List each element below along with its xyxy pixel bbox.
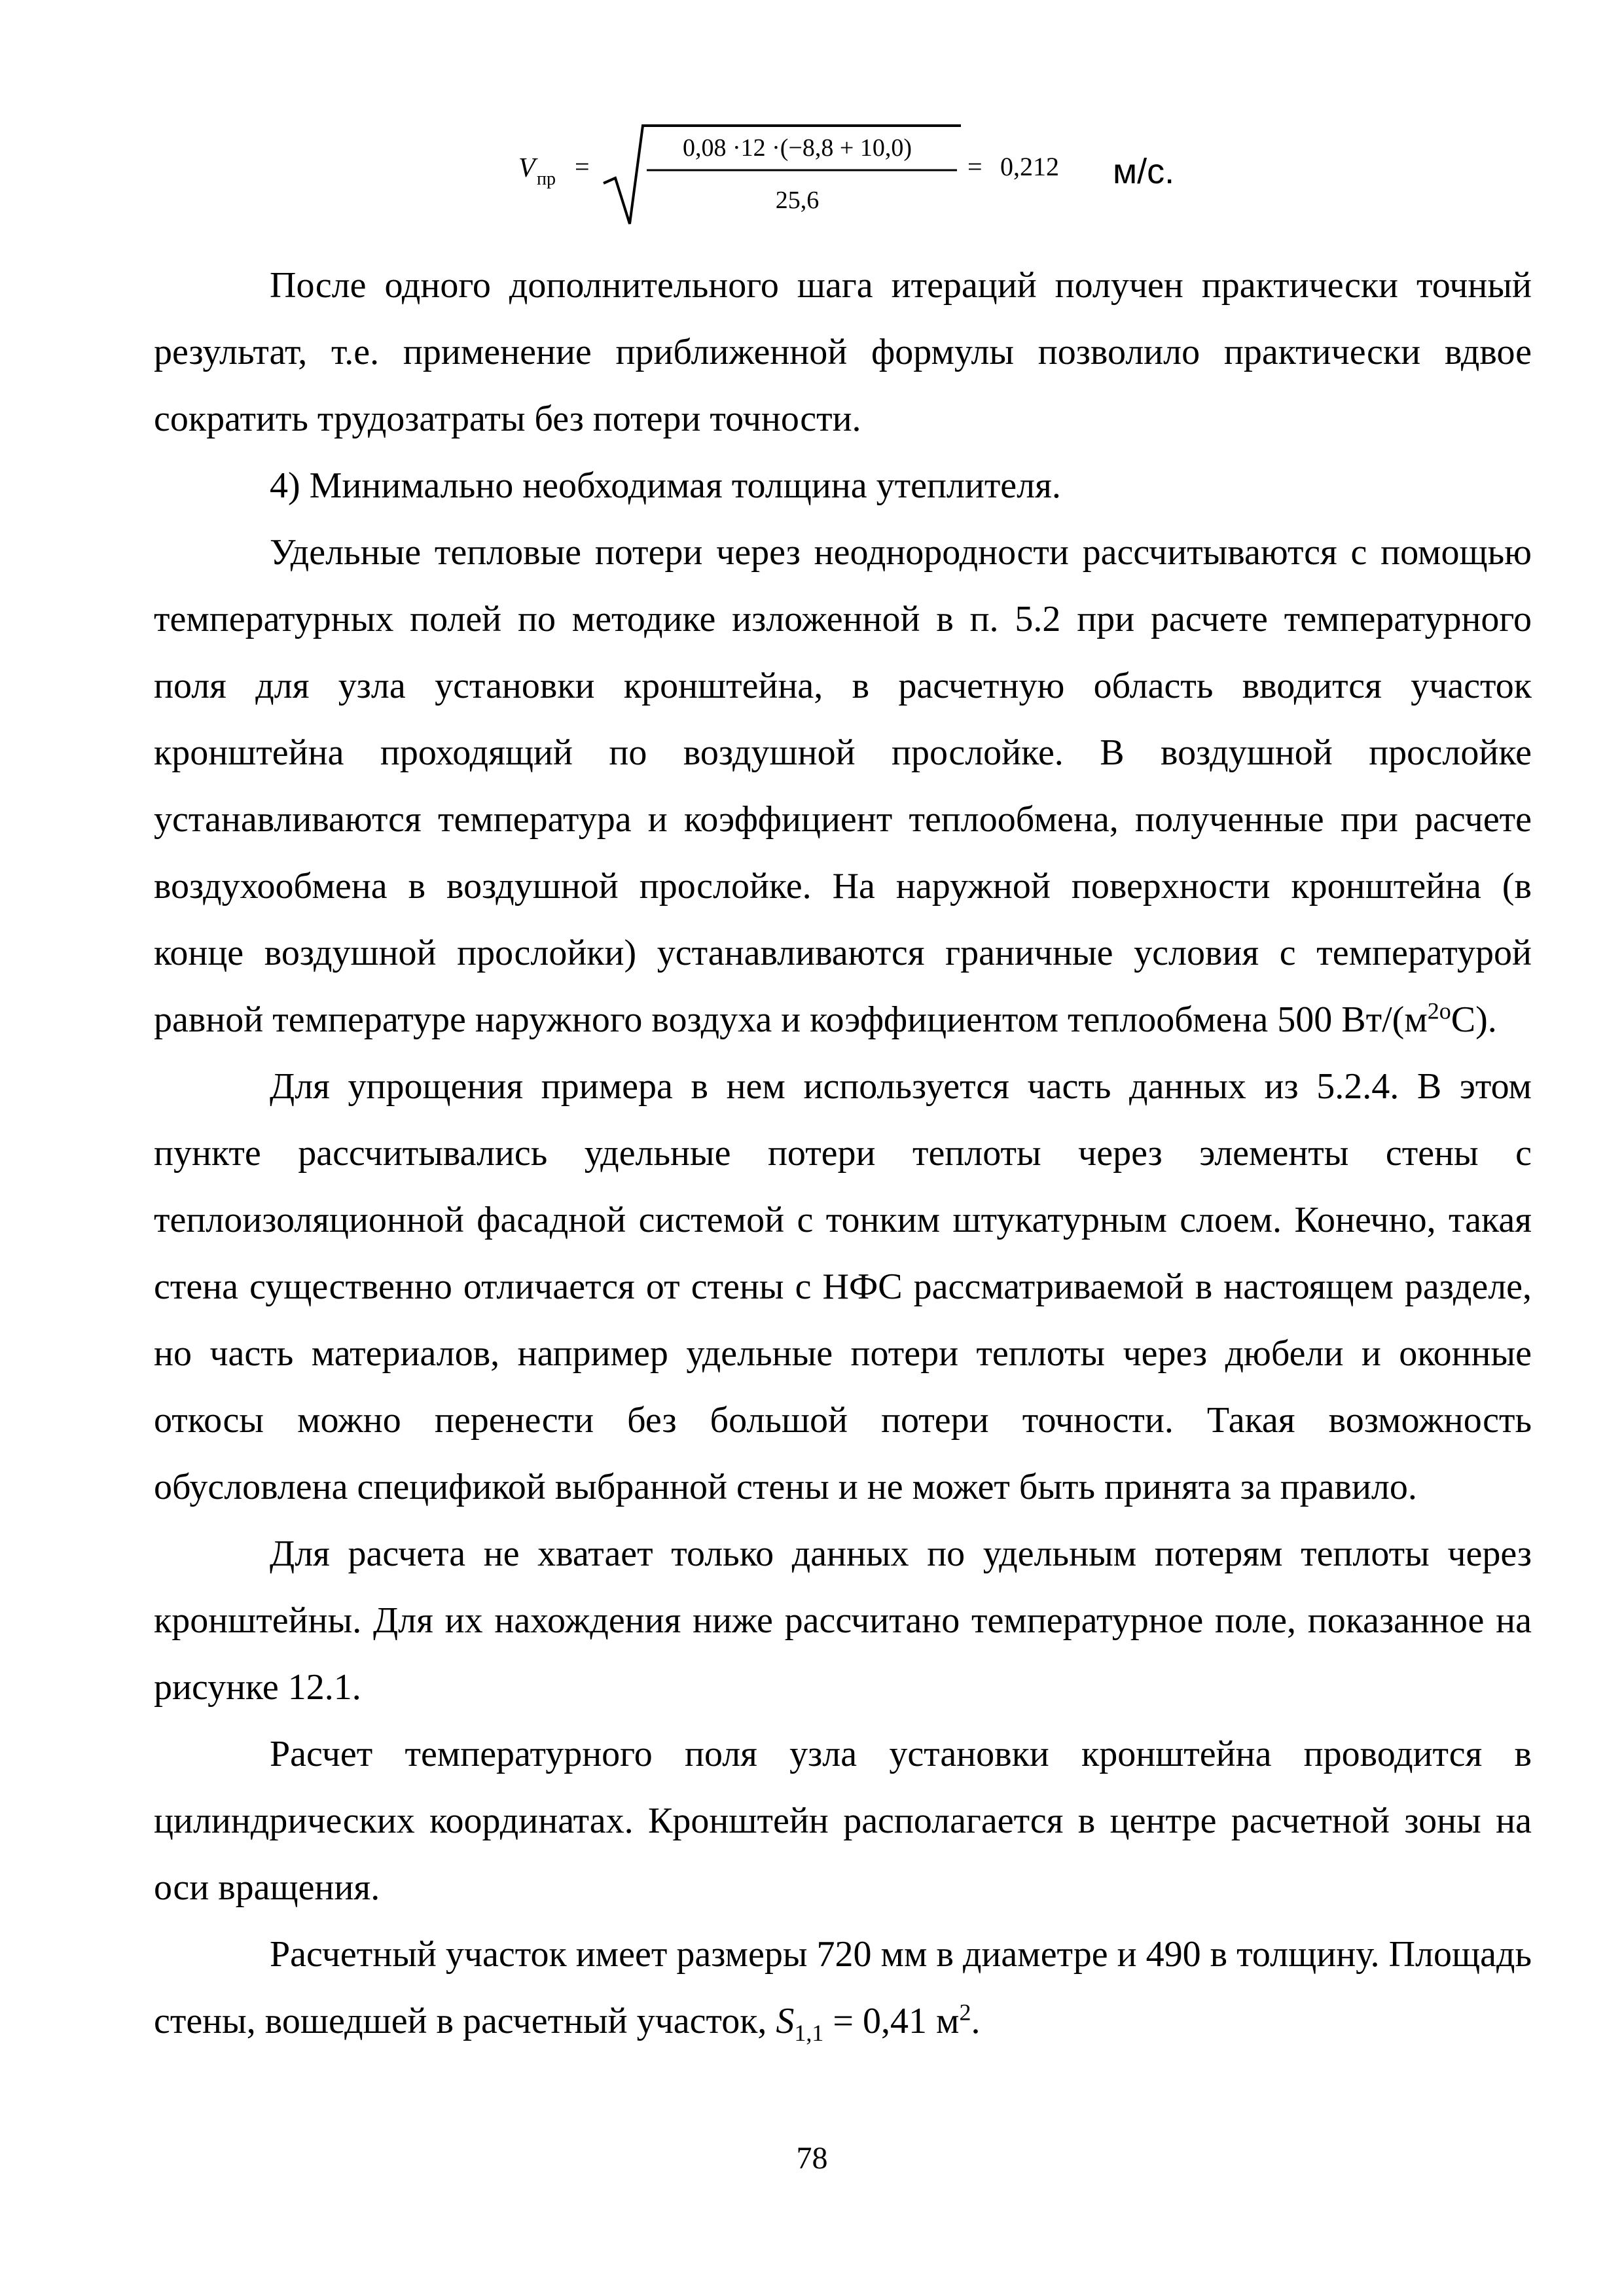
formula-denominator: 25,6 [775, 187, 820, 214]
paragraph-heat-losses [154, 519, 1532, 1053]
paragraph-insulation-heading: 4) Минимально необходимая толщина утеплителя. [270, 465, 1061, 506]
paragraph-calculation-area-text: Расчетный участок имеет размеры 720 мм в диаметре и 490 в толщину. Площадь стены, вошедшей в расчетный участок, [154, 1934, 1532, 2041]
formula-result-equals: = [967, 152, 983, 181]
formula-numerator: 0,08 ·12 ·(−8,8 + 10,0) [683, 134, 912, 162]
formula-unit: м/с. [1113, 152, 1175, 191]
paragraph-cylindrical-coordinates: Расчет температурного поля узла установки кронштейна проводится в цилиндрических координатах. Кронштейн располагается в центре расчетной зоны на оси вращения. [154, 1734, 1532, 1908]
body-text [154, 252, 1532, 2054]
paragraph-example-simplification: Для упрощения примера в нем используется часть данных из 5.2.4. В этом пункте рассчитывались удельные потери теплоты через элементы стены с теплоизоляционной фасадной системой с тонким штукатурным слоем. Конечно, такая стена существенно отличается от стены с НФС рассматриваемой в настоящем разделе, но часть материалов, например удельные потери теплоты через дюбели и оконные откосы можно перенести без большой потери точности. Такая возможность обусловлена спецификой выбранной стены и не может быть принята за правило. [154, 1066, 1532, 1507]
paragraph-heat-losses-end: С). [1451, 999, 1497, 1040]
formula-variable-subscript: пр [537, 169, 556, 189]
area-variable-subscript: 1,1 [794, 2020, 824, 2047]
area-value: = 0,41 м [823, 2001, 960, 2041]
formula-result: 0,212 [1000, 152, 1059, 181]
formula-variable: V [518, 153, 535, 183]
area-variable: S [776, 2001, 795, 2041]
paragraph-iteration-result: После одного дополнительного шага итераций получен практически точный результат, т.е. применение приближенной формулы позволило практически вдвое сократить трудозатраты без потери точности. [154, 265, 1532, 439]
unit-superscript: 2о [1427, 997, 1451, 1024]
paragraph-missing-data: Для расчета не хватает только данных по удельным потерям теплоты через кронштейны. Для их нахождения ниже рассчитано температурное поле, показанное на рисунке 12.1. [154, 1534, 1532, 1708]
paragraph-heat-losses-text: Удельные тепловые потери через неоднородности рассчитываются с помощью температурных полей по методике изложенной в п. 5.2 при расчете температурного поля для узла установки кронштейна, в расчетную область вводится участок кронштейна проходящий по воздушной прослойке. В воздушной прослойке устанавливаются температура и коэффициент теплообмена, полученные при расчете воздухообмена в воздушной прослойке. На наружной поверхности кронштейна (в конце воздушной прослойки) устанавливаются граничные условия с температурой равной температуре наружного воздуха и коэффициентом теплообмена 500 Вт/(м [154, 532, 1532, 1040]
formula-equals: = [575, 152, 590, 181]
area-end: . [971, 2001, 981, 2041]
paragraph-calculation-area [154, 1921, 1532, 2054]
page-number: 78 [796, 2141, 828, 2176]
area-unit-superscript: 2 [959, 1999, 971, 2026]
velocity-formula [0, 111, 1624, 242]
